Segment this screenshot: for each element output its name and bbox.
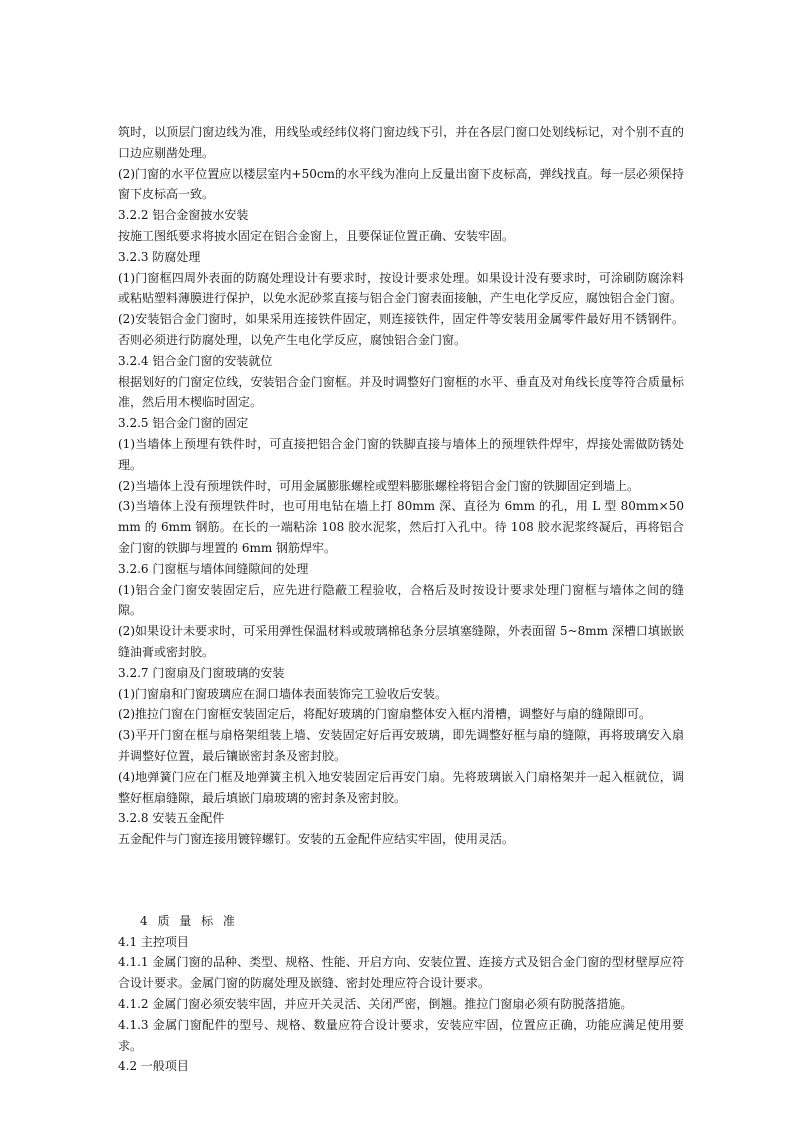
paragraph: 根据划好的门窗定位线，安装铝合金门窗框。并及时调整好门窗框的水平、垂直及对角线长度等符合质量标准，然后用木楔临时固定。: [118, 374, 684, 410]
section-heading: 3.2.2 铝合金窗披水安装: [118, 208, 249, 223]
paragraph: (2)当墙体上没有预埋铁件时，可用金属膨胀螺栓或塑料膨胀螺栓将铝合金门窗的铁脚固定到墙上。: [118, 478, 640, 493]
paragraph: 按施工图纸要求将披水固定在铝合金窗上，且要保证位置正确、安装牢固。: [118, 228, 515, 243]
chapter-title: 4 质 量 标 准: [140, 913, 238, 928]
paragraph: (1)门窗框四周外表面的防腐处理设计有要求时，按设计要求处理。如果设计没有要求时，可涂刷防腐涂料或粘贴塑料薄膜进行保护，以免水泥砂浆直接与铝合金门窗表面接触，产生电化学反应，腐蚀铝合金门窗。: [118, 270, 684, 306]
paragraph: (1)门窗扇和门窗玻璃应在洞口墙体表面装饰完工验收后安装。: [118, 686, 448, 701]
paragraph: 筑时，以顶层门窗边线为准，用线坠或经纬仪将门窗边线下引，并在各层门窗口处划线标记，对个别不直的口边应剔凿处理。: [118, 125, 684, 160]
paragraph: (3)当墙体上没有预埋铁件时，也可用电钻在墙上打 80mm 深、直径为 6mm 的孔，用 L 型 80mm×50mm 的 6mm 钢筋。在长的一端粘涂 108 胶水泥浆，然后打入孔中。待 108 胶水泥浆终凝后，再将铝合金门窗的铁脚与埋置的 6mm 钢筋焊牢。: [118, 499, 684, 555]
section-installation: [118, 122, 684, 850]
section-heading: 3.2.7 门窗扇及门窗玻璃的安装: [118, 665, 285, 680]
section-heading: 3.2.3 防腐处理: [118, 249, 201, 264]
paragraph: 4.1.3 金属门窗配件的型号、规格、数量应符合设计要求，安装应牢固，位置应正确，功能应满足使用要求。: [118, 1017, 684, 1053]
paragraph: (3)平开门窗在框与扇格架组装上墙、安装固定好后再安玻璃，即先调整好框与扇的缝隙，再将玻璃安入扇并调整好位置，最后镶嵌密封条及密封胶。: [118, 728, 684, 763]
paragraph: (2)推拉门窗在门窗框安装固定后，将配好玻璃的门窗扇整体安入框内滑槽，调整好与扇的缝隙即可。: [118, 707, 652, 722]
document-body: [118, 122, 684, 1077]
section-heading: 4.1 主控项目: [118, 934, 189, 949]
section-heading: 4.2 一般项目: [118, 1059, 189, 1074]
paragraph: 五金配件与门窗连接用镀锌螺钉。安装的五金配件应结实牢固，使用灵活。: [118, 832, 515, 847]
paragraph: (1)当墙体上预埋有铁件时，可直接把铝合金门窗的铁脚直接与墙体上的预埋铁件焊牢，焊接处需做防锈处理。: [118, 436, 684, 472]
section-heading: 3.2.5 铝合金门窗的固定: [118, 416, 249, 431]
section-heading: 3.2.8 安装五金配件: [118, 811, 225, 826]
paragraph: (1)铝合金门窗安装固定后，应先进行隐蔽工程验收，合格后及时按设计要求处理门窗框与墙体之间的缝隙。: [118, 582, 684, 618]
section-heading: 3.2.6 门窗框与墙体间缝隙间的处理: [118, 561, 309, 576]
section-heading: 3.2.4 铝合金门窗的安装就位: [118, 353, 273, 368]
paragraph: (4)地弹簧门应在门框及地弹簧主机入地安装固定后再安门扇。先将玻璃嵌入门扇格架并一起入框就位，调整好框扇缝隙，最后填嵌门扇玻璃的密封条及密封胶。: [118, 769, 684, 805]
paragraph: (2)如果设计未要求时，可采用弹性保温材料或玻璃棉毡条分层填塞缝隙，外表面留 5~8mm 深槽口填嵌嵌缝油膏或密封胶。: [118, 624, 684, 659]
paragraph: (2)安装铝合金门窗时，如果采用连接铁件固定，则连接铁件，固定件等安装用金属零件最好用不锈钢件。否则必须进行防腐处理，以免产生电化学反应，腐蚀铝合金门窗。: [118, 312, 684, 347]
paragraph: 4.1.2 金属门窗必须安装牢固，并应开关灵活、关闭严密，倒翘。推拉门窗扇必须有防脱落措施。: [118, 997, 633, 1012]
section-gap: [118, 850, 684, 911]
paragraph: 4.1.1 金属门窗的品种、类型、规格、性能、开启方向、安装位置、连接方式及铝合金门窗的型材壁厚应符合设计要求。金属门窗的防腐处理及嵌缝、密封处理应符合设计要求。: [118, 955, 684, 991]
paragraph: (2)门窗的水平位置应以楼层室内+50cm的水平线为准向上反量出窗下皮标高，弹线找直。每一层必须保持窗下皮标高一致。: [118, 166, 684, 202]
section-quality-standard: [118, 932, 684, 1078]
